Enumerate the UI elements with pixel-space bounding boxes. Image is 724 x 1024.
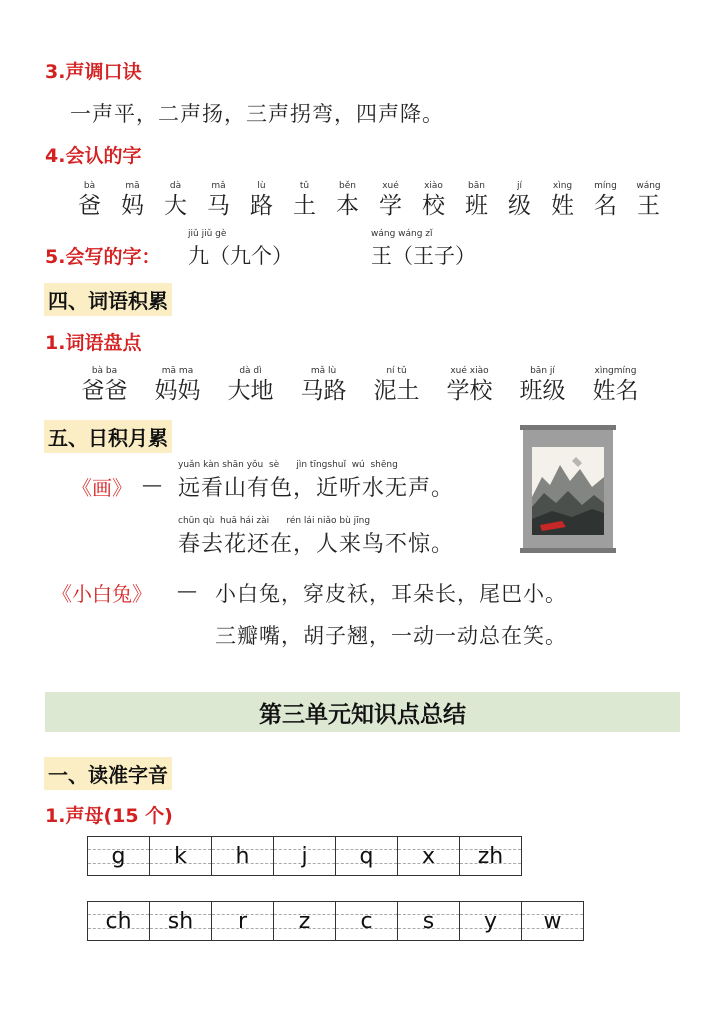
initial-letter: g [111, 843, 126, 869]
recognize-char [541, 180, 584, 220]
char-pinyin: xiào [424, 181, 443, 191]
poem-rabbit-line2: 三瓣嘴，胡子翘，一动一动总在笑。 [215, 624, 567, 648]
initial-letter: y [483, 908, 498, 934]
char-hanzi: 马 [207, 193, 230, 219]
initial-cell [274, 902, 336, 940]
word-pinyin: ní tǔ [386, 366, 407, 376]
word-pinyin: mǎ lù [310, 366, 337, 376]
write-item-1-text: 九（九个） [188, 244, 293, 268]
vocab-word [360, 365, 433, 405]
initial-letter: q [359, 843, 374, 869]
word-pinyin: dà dì [239, 366, 262, 376]
write-item-2 [371, 228, 476, 270]
tone-rhyme-text: 一声平，二声扬，三声拐弯，四声降。 [70, 102, 444, 126]
vocab-word [287, 365, 360, 405]
char-hanzi: 爸 [78, 193, 101, 219]
scroll-bottom-rod [520, 548, 616, 553]
initial-letter: s [422, 908, 435, 934]
poem-hua-dash: — [142, 472, 162, 496]
char-pinyin: xué [382, 181, 399, 191]
word-hanzi: 马路 [300, 378, 347, 404]
write-item-1 [188, 228, 293, 270]
initial-cell [212, 837, 274, 875]
recognize-char [584, 180, 627, 220]
recognize-char [154, 180, 197, 220]
initials-grid-row1 [87, 836, 522, 876]
recognize-char [369, 180, 412, 220]
poem-hua-line1: 远看山有色，近听水无声。 [178, 476, 455, 501]
write-item-2-pinyin: wáng wáng zǐ [371, 229, 433, 239]
initial-letter: ch [105, 908, 132, 934]
initial-cell [88, 902, 150, 940]
vocab-word [141, 365, 214, 405]
char-hanzi: 路 [250, 193, 273, 219]
initial-letter: j [301, 843, 308, 869]
char-hanzi: 班 [465, 193, 488, 219]
word-hanzi: 姓名 [592, 378, 639, 404]
char-pinyin: xìng [552, 181, 573, 191]
initial-cell [212, 902, 274, 940]
tone-rhyme-heading: 3.声调口诀 [45, 61, 142, 83]
initial-letter: h [235, 843, 250, 869]
initial-cell [460, 837, 522, 875]
initial-cell [150, 837, 212, 875]
char-pinyin: tǔ [299, 181, 310, 191]
initial-cell [336, 837, 398, 875]
poem-hua-title: 《画》 [72, 476, 132, 500]
vocab-words-row [68, 365, 652, 405]
word-hanzi: 爸爸 [81, 378, 128, 404]
char-pinyin: míng [594, 181, 617, 191]
initial-cell [398, 837, 460, 875]
char-hanzi: 土 [293, 193, 316, 219]
recognize-char [498, 180, 541, 220]
char-hanzi: 名 [594, 193, 617, 219]
write-item-2-text: 王（王子） [371, 244, 476, 268]
initials-grid-row2 [87, 901, 584, 941]
poem-hua-line1-pinyin: yuǎn kàn shān yǒu sè jìn tīngshuǐ wú shēng [178, 460, 398, 470]
vocab-word [579, 365, 652, 405]
landscape-scroll-painting [523, 425, 613, 553]
vocab-word [214, 365, 287, 405]
char-pinyin: wáng [636, 181, 661, 191]
mountain-landscape-image [532, 447, 604, 535]
initial-letter: r [237, 908, 248, 934]
vocab-section-heading: 四、词语积累 [44, 283, 172, 316]
recognize-char [455, 180, 498, 220]
recognize-char [197, 180, 240, 220]
initial-letter: zh [477, 843, 504, 869]
vocab-word [506, 365, 579, 405]
read-sounds-heading: 一、读准字音 [44, 757, 172, 790]
char-hanzi: 姓 [551, 193, 574, 219]
word-hanzi: 学校 [446, 378, 493, 404]
poem-rabbit-line1: 小白兔，穿皮袄，耳朵长，尾巴小。 [215, 582, 567, 606]
poem-rabbit-dash: — [177, 578, 197, 602]
char-hanzi: 学 [379, 193, 402, 219]
vocab-word [68, 365, 141, 405]
char-hanzi: 大 [164, 193, 187, 219]
recognize-char [68, 180, 111, 220]
char-pinyin: lù [257, 181, 266, 191]
initial-letter: k [174, 843, 187, 869]
initial-letter: w [543, 908, 562, 934]
char-pinyin: běn [339, 181, 356, 191]
initial-cell [336, 902, 398, 940]
initial-cell [460, 902, 522, 940]
word-hanzi: 班级 [519, 378, 566, 404]
initials-heading: 1.声母(15 个) [45, 805, 173, 827]
poem-hua-line2: 春去花还在，人来鸟不惊。 [178, 532, 455, 557]
char-hanzi: 王 [637, 193, 660, 219]
initial-cell [522, 902, 584, 940]
char-pinyin: mā [125, 181, 140, 191]
char-hanzi: 级 [508, 193, 531, 219]
recognize-char [627, 180, 670, 220]
recognize-chars-row [68, 180, 670, 220]
poem-rabbit-title: 《小白兔》 [52, 582, 152, 606]
char-pinyin: bān [468, 181, 485, 191]
initial-letter: x [421, 843, 436, 869]
char-pinyin: dà [169, 181, 182, 191]
char-pinyin: bà [83, 181, 96, 191]
recognize-char [326, 180, 369, 220]
recognize-chars-heading: 4.会认的字 [45, 145, 142, 167]
char-hanzi: 本 [336, 193, 359, 219]
scroll-paper [532, 447, 604, 535]
char-hanzi: 妈 [121, 193, 144, 219]
daily-accumulation-heading: 五、日积月累 [44, 420, 172, 453]
write-item-1-pinyin: jiǔ jiǔ gè [188, 229, 227, 239]
recognize-char [111, 180, 154, 220]
word-hanzi: 妈妈 [154, 378, 201, 404]
word-pinyin: xué xiào [450, 366, 489, 376]
initial-cell [274, 837, 336, 875]
recognize-char [412, 180, 455, 220]
recognize-char [240, 180, 283, 220]
word-pinyin: xìngmíng [594, 366, 637, 376]
word-pinyin: bān jí [530, 366, 555, 376]
initial-cell [150, 902, 212, 940]
char-hanzi: 校 [422, 193, 445, 219]
word-hanzi: 泥土 [373, 378, 420, 404]
unit3-summary-banner: 第三单元知识点总结 [45, 692, 680, 732]
write-chars-heading: 5.会写的字： [45, 246, 161, 268]
initial-cell [88, 837, 150, 875]
char-pinyin: jí [516, 181, 522, 191]
word-pinyin: mā ma [161, 366, 194, 376]
poem-hua-line2-pinyin: chūn qù huā hái zài rén lái niǎo bù jīng [178, 516, 371, 526]
vocab-word [433, 365, 506, 405]
recognize-char [283, 180, 326, 220]
word-pinyin: bà ba [91, 366, 118, 376]
initial-cell [398, 902, 460, 940]
word-hanzi: 大地 [227, 378, 274, 404]
initial-letter: sh [167, 908, 194, 934]
initial-letter: c [360, 908, 373, 934]
initial-letter: z [298, 908, 311, 934]
vocab-review-heading: 1.词语盘点 [45, 332, 142, 354]
char-pinyin: mǎ [211, 181, 226, 191]
scroll-top-rod [520, 425, 616, 430]
